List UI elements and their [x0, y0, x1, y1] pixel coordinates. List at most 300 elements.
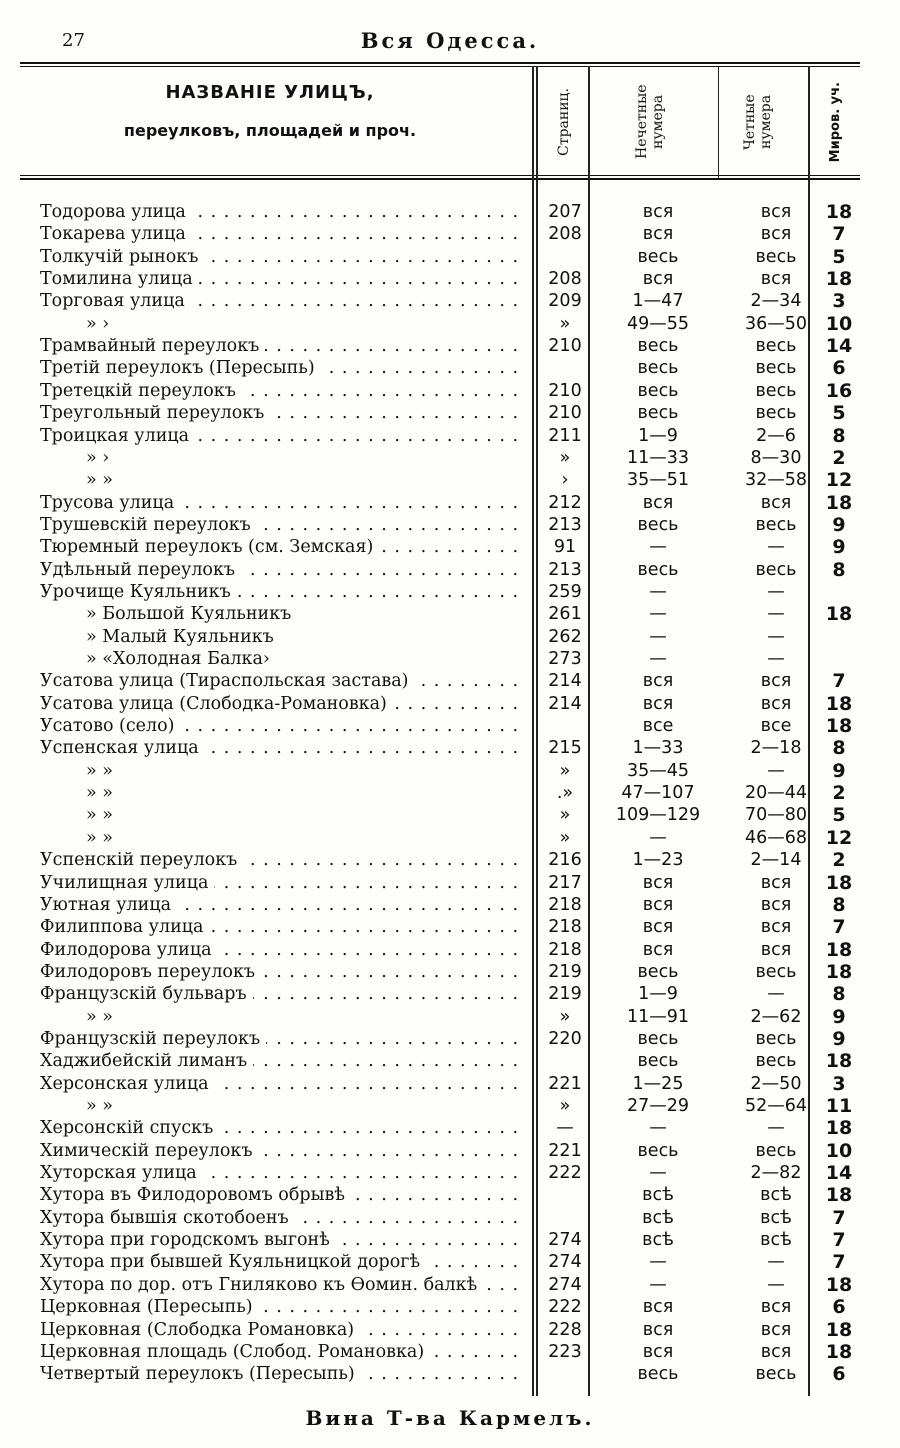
street-name: [40, 1006, 522, 1028]
page-cell: 210: [548, 336, 582, 357]
odd-numbers-cell: —: [649, 1252, 667, 1273]
odd-numbers-cell: вся: [642, 872, 674, 893]
street-name: [40, 246, 522, 268]
header-subtitle: переулковъ, площадей и проч.: [123, 121, 417, 140]
even-numbers-cell: 2—14: [750, 850, 802, 871]
page-cell: 218: [548, 939, 582, 960]
odd-numbers-cell: 11—91: [626, 1006, 690, 1027]
street-name: [40, 514, 522, 536]
street-name-text: Трамвайный переулокъ: [40, 336, 265, 356]
street-name-text: Усатова улица (Слободка-Романовка): [40, 694, 393, 714]
table-row: [0, 469, 900, 491]
street-name: [40, 670, 522, 692]
street-name-text: Хутора бывшiя скотобоенъ: [40, 1208, 295, 1228]
even-numbers-cell: —: [767, 984, 785, 1005]
street-name: [40, 648, 522, 670]
street-name-text: Трусова улица: [40, 493, 180, 513]
table-row: [0, 201, 900, 223]
street-name: [40, 1296, 522, 1318]
table-row: [0, 648, 900, 670]
page-cell: 218: [548, 894, 582, 915]
street-name-text: Хуторская улица: [40, 1163, 203, 1183]
street-name-text: Хутора при бывшей Куяльницкой дорогѣ: [40, 1252, 426, 1272]
page-cell: 215: [548, 738, 582, 759]
even-numbers-cell: вся: [760, 492, 792, 513]
street-name: [40, 201, 522, 223]
street-name-text: Херсонскiй спускъ: [40, 1118, 219, 1138]
street-name-text: Хутора по дор. отъ Гниляково къ Ѳомин. балкѣ: [40, 1275, 483, 1295]
street-name-text: Хаджибейскiй лиманъ: [40, 1051, 253, 1071]
even-column-header: [720, 72, 808, 172]
street-name: [40, 380, 522, 402]
street-name: [40, 268, 522, 290]
table-row: [0, 246, 900, 268]
district-cell: 7: [832, 916, 846, 939]
table-row: [0, 804, 900, 826]
odd-numbers-cell: вся: [642, 492, 674, 513]
table-row: [0, 961, 900, 983]
even-numbers-cell: все: [760, 716, 792, 737]
page-cell: 214: [548, 671, 582, 692]
district-cell: 3: [832, 290, 846, 313]
street-name: [40, 536, 522, 558]
street-name-text: » »: [40, 783, 119, 803]
street-name-text: » »: [40, 470, 119, 490]
street-name: [40, 961, 522, 983]
street-name: [40, 1319, 522, 1341]
even-numbers-cell: вся: [760, 939, 792, 960]
table-row: [0, 268, 900, 290]
street-name-text: Трушевскiй переулокъ: [40, 515, 257, 535]
odd-numbers-cell: весь: [637, 358, 679, 379]
page-number: 27: [62, 30, 85, 51]
street-name: [40, 447, 522, 469]
district-cell: 2: [832, 849, 846, 872]
district-cell: 12: [825, 469, 853, 492]
district-cell: 11: [825, 1095, 853, 1117]
even-numbers-cell: всѣ: [760, 1230, 792, 1251]
even-numbers-cell: 46—68: [744, 827, 808, 848]
district-cell: 18: [825, 268, 853, 291]
even-numbers-cell: 32—58: [744, 470, 808, 491]
odd-numbers-cell: —: [649, 1163, 667, 1184]
street-name: [40, 916, 522, 938]
street-name: [40, 559, 522, 581]
district-cell: 7: [832, 1206, 846, 1229]
street-name-text: » »: [40, 805, 119, 825]
district-cell: 2: [832, 782, 846, 805]
district-column-label: Миров. уч.: [827, 81, 843, 163]
page-cell: 219: [548, 984, 582, 1005]
page-cell: 261: [548, 604, 582, 625]
street-name: [40, 335, 522, 357]
street-name: [40, 1274, 522, 1296]
street-name: [40, 1073, 522, 1095]
header-rule-thin: [20, 175, 860, 176]
page-cell: 222: [548, 1297, 582, 1318]
street-name: [40, 1251, 522, 1273]
odd-column-label: Нечетные нумера: [634, 84, 667, 160]
table-row: [0, 380, 900, 402]
odd-numbers-cell: вся: [642, 939, 674, 960]
district-cell: 18: [825, 1318, 853, 1341]
page-cell: 218: [548, 917, 582, 938]
odd-numbers-cell: 27—29: [626, 1096, 690, 1116]
even-numbers-cell: 70—80: [744, 805, 808, 826]
odd-numbers-cell: весь: [637, 1364, 679, 1385]
street-name: [40, 1184, 522, 1206]
district-cell: 18: [825, 603, 853, 626]
street-name: [40, 1095, 522, 1117]
district-cell: 18: [825, 692, 853, 715]
page-cell: 209: [548, 291, 582, 312]
street-name: [40, 760, 522, 782]
page-cell: 217: [548, 872, 582, 893]
page-cell: 274: [548, 1252, 582, 1273]
even-numbers-cell: весь: [755, 246, 797, 267]
street-name: [40, 313, 522, 335]
street-name-text: Хутора при городскомъ выгонѣ: [40, 1230, 336, 1250]
even-numbers-cell: —: [767, 537, 785, 558]
street-name: [40, 983, 522, 1005]
even-numbers-cell: вся: [760, 269, 792, 290]
even-numbers-cell: весь: [755, 358, 797, 379]
even-numbers-cell: —: [767, 626, 785, 647]
district-cell: 9: [832, 513, 846, 536]
street-name-text: Хутора въ Филодоровомъ обрывѣ: [40, 1185, 351, 1205]
district-cell: 9: [832, 759, 846, 782]
even-numbers-cell: вся: [760, 872, 792, 893]
even-numbers-cell: —: [767, 581, 785, 602]
street-name-text: » »: [40, 1096, 119, 1116]
page-cell: 211: [548, 425, 582, 446]
street-name-text: Уютная улица: [40, 895, 177, 915]
even-numbers-cell: вся: [760, 1297, 792, 1318]
street-name: [40, 827, 522, 849]
street-name: [40, 223, 522, 245]
district-cell: 8: [832, 737, 846, 760]
street-name: [40, 1229, 522, 1251]
table-row: [0, 782, 900, 804]
even-numbers-cell: всѣ: [760, 1185, 792, 1206]
odd-numbers-cell: весь: [637, 559, 679, 580]
table-row: [0, 1117, 900, 1139]
table-row: [0, 1363, 900, 1385]
district-cell: 18: [825, 1273, 853, 1296]
odd-numbers-cell: весь: [637, 1140, 679, 1161]
street-name: [40, 1117, 522, 1139]
odd-numbers-cell: —: [649, 1274, 667, 1295]
street-name-text: Удѣльный переулокъ: [40, 560, 241, 580]
street-name-text: » »: [40, 1007, 119, 1027]
even-numbers-cell: весь: [755, 961, 797, 982]
street-name: [40, 581, 522, 603]
odd-numbers-cell: 109—129: [615, 805, 701, 826]
even-numbers-cell: вся: [760, 1341, 792, 1362]
table-row: [0, 581, 900, 603]
table-row: [0, 1028, 900, 1050]
odd-numbers-cell: вся: [642, 1297, 674, 1318]
page-cell: »: [559, 805, 571, 826]
odd-numbers-cell: весь: [637, 380, 679, 401]
table-row: [0, 849, 900, 871]
table-row: [0, 425, 900, 447]
table-row: [0, 536, 900, 558]
odd-numbers-cell: 35—45: [626, 760, 690, 781]
district-cell: 5: [832, 804, 846, 827]
even-numbers-cell: весь: [755, 514, 797, 535]
district-cell: 5: [832, 245, 846, 268]
street-name: [40, 715, 522, 737]
even-numbers-cell: 2—62: [750, 1006, 802, 1027]
even-numbers-cell: 2—18: [750, 738, 802, 759]
page-cell: .»: [556, 783, 574, 804]
street-name: [40, 469, 522, 491]
table-row: [0, 894, 900, 916]
district-cell: 8: [832, 983, 846, 1006]
street-name-text: Томилина улица: [40, 269, 199, 289]
table-row: [0, 1184, 900, 1206]
page-cell: 213: [548, 514, 582, 535]
street-name: [40, 737, 522, 759]
street-name-text: » ›: [40, 448, 115, 468]
district-cell: 14: [825, 335, 853, 358]
odd-numbers-cell: 1—33: [632, 738, 684, 759]
street-name: [40, 492, 522, 514]
odd-numbers-cell: вся: [642, 224, 674, 245]
district-cell: 12: [825, 826, 853, 849]
district-cell: 9: [832, 1027, 846, 1050]
street-name: [40, 849, 522, 871]
street-name: [40, 425, 522, 447]
even-numbers-cell: 2—50: [750, 1073, 802, 1094]
district-cell: 3: [832, 1072, 846, 1095]
odd-numbers-cell: 49—55: [626, 313, 690, 334]
street-name-text: Тюремный переулокъ (см. Земская): [40, 537, 379, 557]
street-name-text: » Большой Куяльникъ: [40, 604, 297, 624]
odd-numbers-cell: весь: [637, 336, 679, 357]
street-name: [40, 1341, 522, 1363]
odd-numbers-cell: вся: [642, 1319, 674, 1340]
table-row: [0, 1296, 900, 1318]
odd-numbers-cell: вся: [642, 202, 674, 222]
odd-numbers-cell: весь: [637, 1051, 679, 1072]
top-rule-thin: [20, 66, 860, 67]
table-row: [0, 1073, 900, 1095]
street-name-text: » Малый Куяльникъ: [40, 627, 280, 647]
odd-numbers-cell: —: [649, 626, 667, 647]
page-cell: 208: [548, 224, 582, 245]
odd-numbers-cell: всѣ: [642, 1230, 674, 1251]
street-name: [40, 782, 522, 804]
page-footer: Вина Т-ва Кармелъ.: [305, 1406, 595, 1430]
page-column-header: [540, 72, 588, 172]
district-cell: 5: [832, 402, 846, 425]
street-name-text: Урочище Куяльникъ: [40, 582, 237, 602]
street-name: [40, 804, 522, 826]
district-cell: 6: [832, 1296, 846, 1319]
page-cell: »: [559, 827, 571, 848]
odd-numbers-cell: весь: [637, 246, 679, 267]
table-row: [0, 670, 900, 692]
table-row: [0, 1095, 900, 1117]
page-cell: »: [559, 313, 571, 334]
table-row: [0, 223, 900, 245]
odd-numbers-cell: весь: [637, 403, 679, 424]
odd-numbers-cell: все: [642, 716, 674, 737]
even-numbers-cell: 52—64: [744, 1096, 808, 1116]
odd-numbers-cell: —: [649, 649, 667, 669]
district-cell: 18: [825, 960, 853, 983]
table-row: [0, 492, 900, 514]
table-row: [0, 1162, 900, 1184]
table-row: [0, 290, 900, 312]
odd-numbers-cell: —: [649, 581, 667, 602]
district-cell: 18: [825, 1184, 853, 1207]
header-title: НАЗВАНIЕ УЛИЦЪ,: [165, 82, 375, 103]
page-cell: 221: [548, 1140, 582, 1161]
odd-numbers-cell: 35—51: [626, 470, 690, 491]
table-row: [0, 939, 900, 961]
district-cell: 14: [825, 1162, 853, 1185]
table-row: [0, 715, 900, 737]
even-numbers-cell: вся: [760, 894, 792, 915]
running-title: Вся Одесса.: [360, 28, 540, 53]
page-cell: 274: [548, 1274, 582, 1295]
table-row: [0, 313, 900, 335]
street-name: [40, 1028, 522, 1050]
page-cell: 223: [548, 1341, 582, 1362]
table-row: [0, 827, 900, 849]
district-cell: 18: [825, 1340, 853, 1363]
odd-numbers-cell: —: [649, 827, 667, 848]
odd-numbers-cell: 1—47: [632, 291, 684, 312]
page-cell: 212: [548, 492, 582, 513]
page-cell: 210: [548, 380, 582, 401]
odd-numbers-cell: —: [649, 604, 667, 625]
street-name-text: » «Холодная Балка›: [40, 649, 276, 669]
district-cell: 18: [825, 871, 853, 894]
district-cell: 18: [825, 938, 853, 961]
table-row: [0, 693, 900, 715]
odd-numbers-cell: —: [649, 1118, 667, 1139]
table-row: [0, 1006, 900, 1028]
table-row: [0, 626, 900, 648]
district-cell: 7: [832, 223, 846, 246]
district-cell: 9: [832, 536, 846, 559]
odd-numbers-cell: весь: [637, 1028, 679, 1049]
odd-numbers-cell: 1—9: [638, 425, 678, 446]
page-cell: 228: [548, 1319, 582, 1340]
street-name-text: Химическiй переулокъ: [40, 1141, 259, 1161]
table-row: [0, 1274, 900, 1296]
odd-numbers-cell: вся: [642, 693, 674, 714]
street-name-text: Церковная площадь (Слобод. Романовка): [40, 1342, 430, 1362]
street-name: [40, 603, 522, 625]
even-numbers-cell: вся: [760, 202, 792, 222]
table-row: [0, 1207, 900, 1229]
table-row: [0, 916, 900, 938]
page-cell: 273: [548, 649, 582, 669]
odd-numbers-cell: всѣ: [642, 1207, 674, 1228]
street-name-text: Усатова улица (Тираспольская застава): [40, 671, 415, 691]
page-cell: »: [559, 1006, 571, 1027]
page-cell: 91: [553, 537, 577, 558]
district-cell: 8: [832, 424, 846, 447]
table-row: [0, 402, 900, 424]
street-name-text: Училищная улица: [40, 873, 214, 893]
even-numbers-cell: всѣ: [760, 1207, 792, 1228]
street-name: [40, 1363, 522, 1385]
table-row: [0, 737, 900, 759]
district-cell: 18: [825, 1117, 853, 1140]
page-cell: 207: [548, 202, 582, 222]
page-cell: 221: [548, 1073, 582, 1094]
street-name-text: » »: [40, 761, 119, 781]
district-cell: 18: [825, 491, 853, 514]
page-cell: 214: [548, 693, 582, 714]
table-row: [0, 357, 900, 379]
top-rule: [20, 62, 860, 64]
street-name-text: Третiй переулокъ (Пересыпь): [40, 358, 321, 378]
even-numbers-cell: —: [767, 1252, 785, 1273]
page-cell: »: [559, 1096, 571, 1116]
district-cell: 6: [832, 357, 846, 380]
street-name: [40, 872, 522, 894]
table-row: [0, 603, 900, 625]
even-numbers-cell: 20—44: [744, 783, 808, 804]
table-row: [0, 335, 900, 357]
table-row: [0, 514, 900, 536]
district-cell: 9: [832, 1005, 846, 1028]
street-name: [40, 1207, 522, 1229]
street-name: [40, 1050, 522, 1072]
street-name-text: » ›: [40, 314, 115, 334]
street-name-text: Французскiй переулокъ: [40, 1029, 266, 1049]
odd-numbers-cell: 47—107: [621, 783, 695, 804]
street-name: [40, 894, 522, 916]
district-cell: 7: [832, 1251, 846, 1274]
even-numbers-cell: —: [767, 760, 785, 781]
odd-numbers-cell: весь: [637, 961, 679, 982]
even-numbers-cell: весь: [755, 380, 797, 401]
even-numbers-cell: вся: [760, 693, 792, 714]
odd-numbers-cell: 1—25: [632, 1073, 684, 1094]
street-name-text: Филодорова улица: [40, 940, 218, 960]
even-column-label: Четные нумера: [742, 94, 775, 150]
table-row: [0, 760, 900, 782]
table-row: [0, 872, 900, 894]
page-column-label: Страниц.: [555, 88, 572, 156]
street-name-text: Торговая улица: [40, 291, 191, 311]
even-numbers-cell: весь: [755, 403, 797, 424]
even-numbers-cell: весь: [755, 1140, 797, 1161]
running-header: [0, 26, 900, 56]
header-rule: [20, 178, 860, 180]
page-cell: 274: [548, 1230, 582, 1251]
street-name: [40, 402, 522, 424]
name-column-header: [20, 82, 520, 140]
even-numbers-cell: весь: [755, 1051, 797, 1072]
page-cell: 220: [548, 1028, 582, 1049]
even-numbers-cell: 2—6: [756, 425, 796, 446]
even-numbers-cell: —: [767, 1118, 785, 1139]
odd-numbers-cell: 11—33: [626, 447, 690, 468]
page-cell: 208: [548, 269, 582, 290]
district-cell: 10: [825, 1139, 853, 1162]
odd-numbers-cell: 1—9: [638, 984, 678, 1005]
district-cell: 16: [825, 379, 853, 402]
